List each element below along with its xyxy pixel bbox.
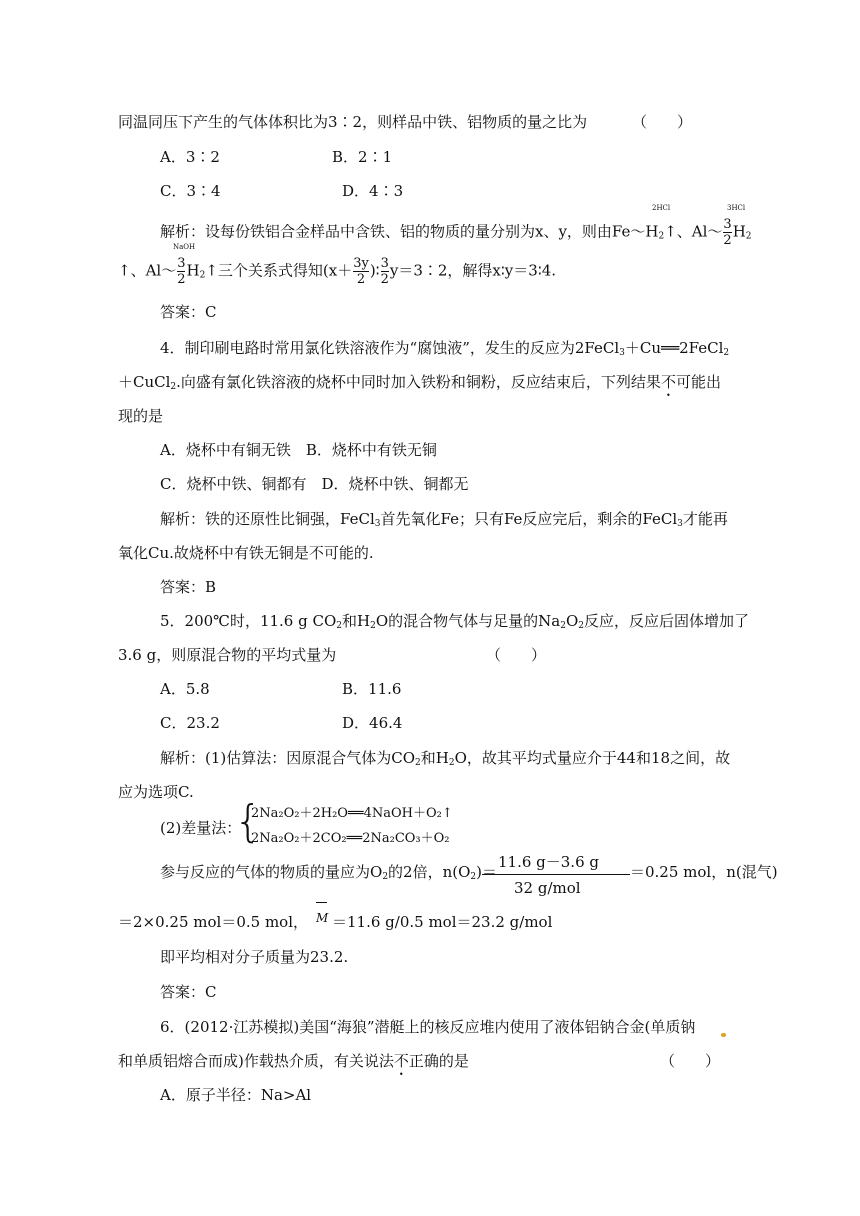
text: 同温同压下产生的气体体积比为3∶2，则样品中铁、铝物质的量之比为 xyxy=(118,113,588,131)
solution-line: ＝11.6 g/0.5 mol＝23.2 g/mol xyxy=(332,913,553,931)
solution-line xyxy=(160,862,497,887)
subscript: 2 xyxy=(170,382,177,392)
brace-icon: { xyxy=(234,796,262,847)
option-a: A．3∶2 xyxy=(160,148,220,166)
answer-blank: （ ） xyxy=(660,1052,721,1070)
fraction xyxy=(381,256,389,287)
question-line xyxy=(118,1051,469,1079)
answer-line: 答案：C xyxy=(160,303,217,321)
numerator: 3y xyxy=(353,256,369,271)
text: ＋Cu══2FeCl xyxy=(624,339,724,357)
numerator: 3 xyxy=(380,256,389,271)
text-line xyxy=(118,112,587,132)
text: 反应，反应后固体增加了 xyxy=(583,612,749,630)
text: 的2倍，n(O xyxy=(388,863,471,881)
equation-2: 2Na₂O₂＋2CO₂══2Na₂CO₃＋O₂ xyxy=(251,831,450,846)
option-c: C．23.2 xyxy=(160,714,220,732)
text: 5．200℃时，11.6 g CO xyxy=(160,612,337,630)
text: 4．制印刷电路时常用氯化铁溶液作为“腐蚀液”，发生的反应为2FeCl xyxy=(160,339,620,357)
subscript: 2 xyxy=(658,231,665,242)
option-d: D．4∶3 xyxy=(342,182,404,200)
solution-line: ＝0.25 mol，n(混气) xyxy=(630,863,778,881)
reagent-over-label: NaOH xyxy=(173,243,196,251)
option-ab: A．烧杯中有铜无铁 B．烧杯中有铁无铜 xyxy=(160,441,437,459)
denominator: 2 xyxy=(177,272,186,287)
emphasized-text: 不 xyxy=(660,373,676,391)
subscript: 2 xyxy=(415,758,421,768)
text: )＝ xyxy=(476,863,497,881)
text: 可能出 xyxy=(675,373,721,391)
solution-line: 即平均相对分子质量为23.2. xyxy=(160,948,349,966)
text: ↑、Al～ xyxy=(118,261,177,280)
subscript: 2 xyxy=(336,621,342,631)
text: y＝3∶2，解得x∶y＝3∶4. xyxy=(389,261,557,280)
answer-line: 答案：C xyxy=(160,983,217,1001)
question-line: 现的是 xyxy=(118,407,164,425)
subscript: 2 xyxy=(723,348,730,358)
subscript: 3 xyxy=(677,519,683,529)
subscript: 2 xyxy=(470,872,477,882)
solution-line xyxy=(160,217,752,248)
text: 首先氧化Fe；只有Fe反应完后，剩余的FeCl xyxy=(380,510,678,528)
equation-1: 2Na₂O₂＋2H₂O══4NaOH＋O₂↑ xyxy=(251,806,453,821)
text: O xyxy=(565,612,579,630)
solution-line: 应为选项C. xyxy=(118,783,194,801)
reagent-over-label: 3HCl xyxy=(727,204,746,212)
text: 正确的是 xyxy=(408,1052,469,1070)
subscript: 3 xyxy=(619,348,625,358)
text: ＋CuCl xyxy=(118,373,171,391)
text: .向盛有氯化铁溶液的烧杯中同时加入铁粉和铜粉，反应结束后，下列结果 xyxy=(176,373,661,391)
numerator: 3 xyxy=(723,217,732,232)
solution-line xyxy=(160,509,728,534)
question-line: 3.6 g，则原混合物的平均式量为 xyxy=(118,646,337,664)
solution-line xyxy=(160,748,730,773)
denominator: 2 xyxy=(380,272,389,287)
denominator: 2 xyxy=(353,271,369,287)
fraction xyxy=(353,256,369,287)
option-cd: C．烧杯中铁、铜都有 D．烧杯中铁、铜都无 xyxy=(160,475,469,493)
answer-line: 答案：B xyxy=(160,578,217,596)
subscript: 2 xyxy=(199,270,206,281)
option-a: A．5.8 xyxy=(160,680,210,698)
denominator: 2 xyxy=(723,233,732,248)
answer-blank: （ ） xyxy=(632,113,693,131)
option-b: B．2∶1 xyxy=(332,148,393,166)
subscript: 2 xyxy=(578,621,584,631)
solution-line xyxy=(118,256,556,287)
solution-line: ＝2×0.25 mol＝0.5 mol， xyxy=(118,913,309,931)
question-line xyxy=(160,338,729,363)
fraction-numerator: 11.6 g－3.6 g xyxy=(498,853,599,871)
question-line: 6．(2012·江苏模拟)美国“海狼”潜艇上的核反应堆内使用了液体铝钠合金(单质钠 xyxy=(160,1018,696,1036)
answer-blank: （ ） xyxy=(486,646,547,664)
numerator: 3 xyxy=(177,256,186,271)
solution-line: (2)差量法： xyxy=(160,819,242,837)
text: ↑、Al～ xyxy=(664,222,723,241)
subscript: 2 xyxy=(560,621,566,631)
question-line xyxy=(160,611,749,636)
fraction xyxy=(723,217,731,248)
subscript: 2 xyxy=(448,758,455,768)
annotation-mark xyxy=(721,1033,726,1037)
option-d: D．46.4 xyxy=(342,714,403,732)
subscript: 2 xyxy=(370,621,376,631)
emphasized-text: 不 xyxy=(393,1052,409,1070)
subscript: 2 xyxy=(382,872,389,882)
text: 才能再 xyxy=(682,510,728,528)
subscript: 3 xyxy=(374,519,381,529)
text: H xyxy=(186,261,200,280)
text: 解析：(1)估算法：因原混合气体为CO xyxy=(160,749,416,767)
solution-line: 氧化Cu.故烧杯中有铁无铜是不可能的. xyxy=(118,544,374,562)
option-a: A．原子半径：Na>Al xyxy=(160,1086,312,1104)
text: 和H xyxy=(420,749,449,767)
question-line xyxy=(118,372,721,400)
option-c: C．3∶4 xyxy=(160,182,221,200)
text: H xyxy=(732,222,746,241)
mean-molar-mass-symbol: M xyxy=(316,911,329,925)
reagent-over-label: 2HCl xyxy=(652,204,671,212)
fraction xyxy=(177,256,185,287)
subscript: 2 xyxy=(745,231,752,242)
text: 解析：设每份铁铝合金样品中含铁、铝的物质的量分别为x、y，则由Fe～H xyxy=(160,222,659,241)
text: O的混合物气体与足量的Na xyxy=(375,612,561,630)
fraction-denominator: 32 g/mol xyxy=(514,879,581,897)
fraction-bar xyxy=(482,874,630,875)
overline xyxy=(316,902,327,903)
text: )∶ xyxy=(369,261,380,280)
text: 和H xyxy=(342,612,371,630)
text: O，故其平均式量应介于44和18之间，故 xyxy=(454,749,731,767)
text: 参与反应的气体的物质的量应为O xyxy=(160,863,383,881)
option-b: B．11.6 xyxy=(342,680,402,698)
text: 和单质铝熔合而成)作载热介质，有关说法 xyxy=(118,1052,394,1070)
text: 解析：铁的还原性比铜强，FeCl xyxy=(160,510,375,528)
text: ↑三个关系式得知(x＋ xyxy=(205,261,353,280)
